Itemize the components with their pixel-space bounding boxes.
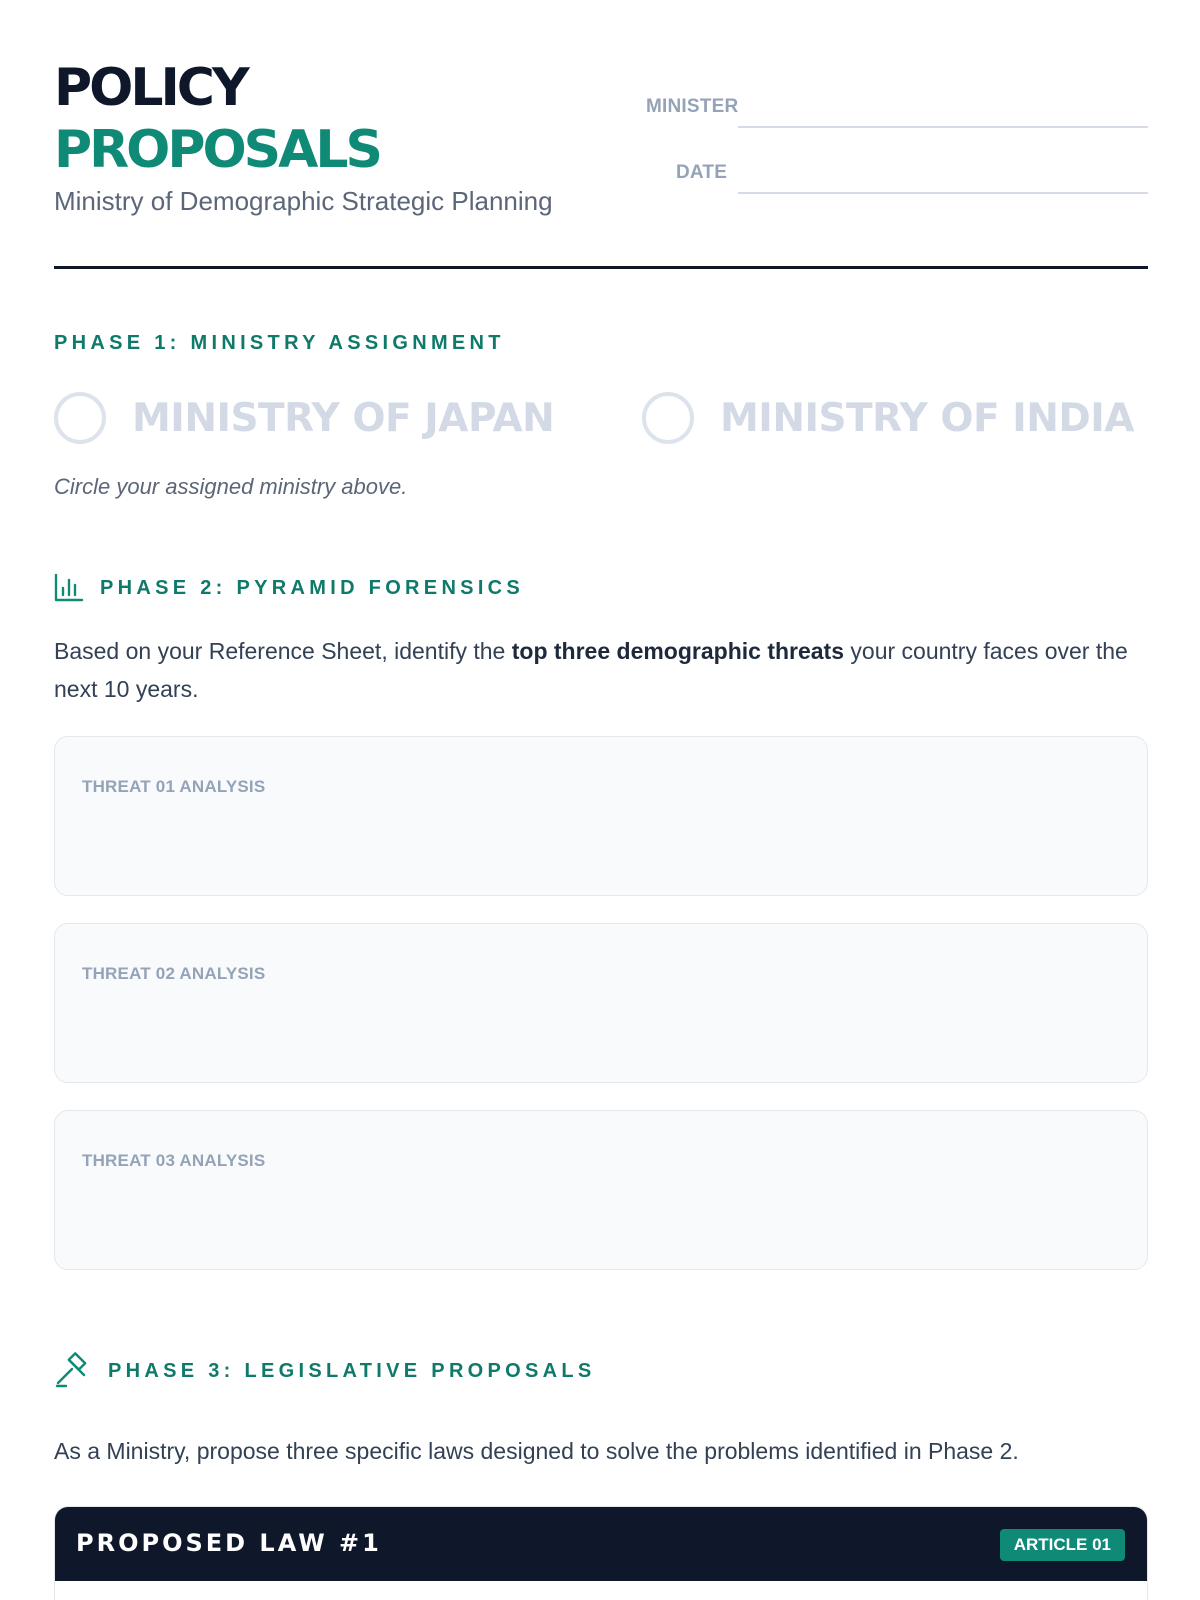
ministry-label: MINISTRY OF INDIA	[720, 395, 1134, 441]
threat-label: THREAT 03 ANALYSIS	[82, 1151, 266, 1170]
subtitle: Ministry of Demographic Strategic Planning	[54, 186, 553, 216]
phase2-title: PHASE 2: PYRAMID FORENSICS	[100, 576, 525, 599]
bar-chart-icon	[54, 574, 84, 602]
phase2-heading	[54, 574, 524, 602]
ministry-label: MINISTRY OF JAPAN	[132, 395, 555, 441]
phase3-instructions: As a Ministry, propose three specific laws designed to solve the problems identified in Phase 2.	[54, 1438, 1019, 1464]
threat-label: THREAT 01 ANALYSIS	[82, 777, 266, 796]
ministry-circle[interactable]	[642, 392, 694, 444]
law-card-header	[55, 1507, 1147, 1581]
date-field[interactable]	[646, 154, 1148, 220]
phase1-heading	[54, 332, 505, 355]
phase1-hint: Circle your assigned ministry above.	[54, 474, 408, 499]
date-label: DATE	[676, 162, 728, 183]
threat-label: THREAT 02 ANALYSIS	[82, 964, 266, 983]
header-divider	[54, 266, 1148, 269]
ministry-option-india[interactable]	[642, 392, 1134, 444]
phase3-title: PHASE 3: LEGISLATIVE PROPOSALS	[108, 1359, 596, 1382]
phase3-heading	[54, 1352, 596, 1390]
law-title: PROPOSED LAW #1	[76, 1529, 382, 1557]
gavel-icon	[54, 1352, 92, 1390]
threat-box-2[interactable]	[54, 923, 1148, 1083]
title-block	[54, 58, 553, 217]
title-line-1: POLICY	[54, 58, 247, 118]
minister-label: MINISTER	[646, 96, 739, 117]
ministry-circle[interactable]	[54, 392, 106, 444]
article-badge: ARTICLE 01	[1000, 1529, 1125, 1561]
threat-box-3[interactable]	[54, 1110, 1148, 1270]
header-fields	[646, 88, 1148, 220]
ministry-option-japan[interactable]	[54, 392, 554, 444]
phase1-title: PHASE 1: MINISTRY ASSIGNMENT	[54, 332, 505, 354]
worksheet-page	[54, 0, 1148, 1600]
phase2-text-before: Based on your Reference Sheet, identify the	[54, 638, 512, 664]
proposed-law-card[interactable]	[54, 1506, 1148, 1600]
phase2-text-after: your country faces over the next 10 years.	[54, 638, 1128, 702]
date-line[interactable]	[738, 192, 1148, 194]
threat-box-1[interactable]	[54, 736, 1148, 896]
ministry-options	[54, 392, 1148, 446]
title-line-2: PROPOSALS	[54, 120, 380, 180]
minister-line[interactable]	[738, 126, 1148, 128]
phase2-text-bold: top three demographic threats	[511, 638, 845, 664]
minister-field[interactable]	[646, 88, 1148, 154]
phase2-instructions	[54, 632, 1148, 708]
